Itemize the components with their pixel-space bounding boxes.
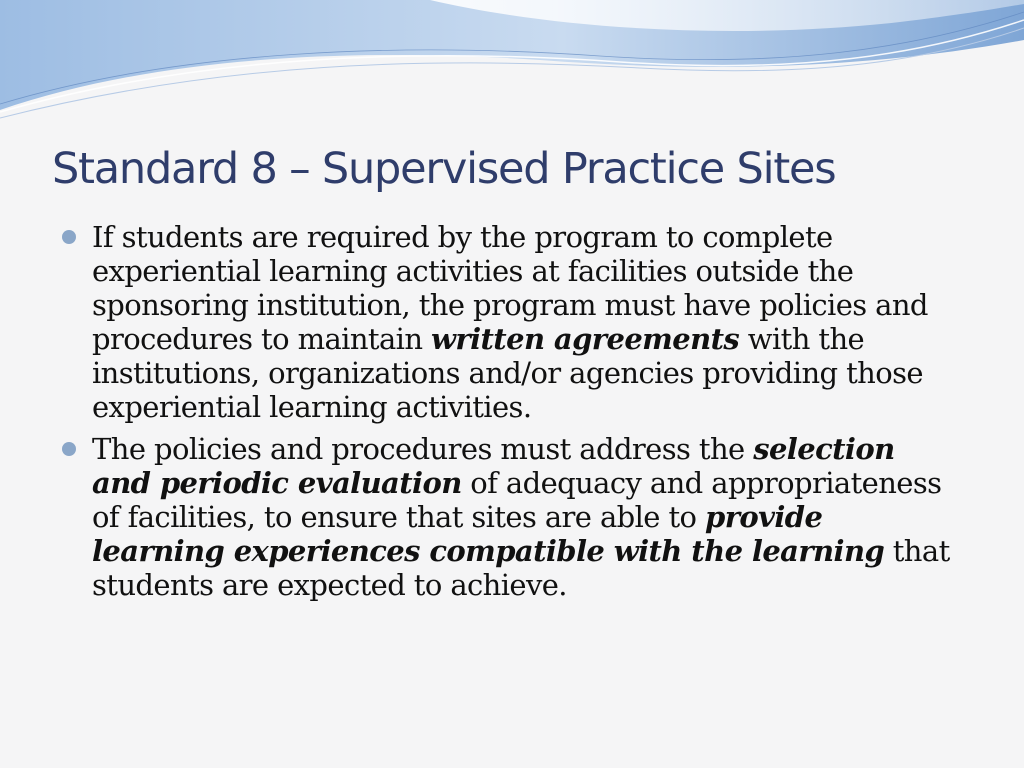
- bullet-item: [62, 220, 962, 424]
- emphasis: provide learning experiences compatible with the learning: [92, 500, 885, 568]
- bullet-text: If students are required by the program to complete experiential learning activities at facilities outside the sponsoring institution, the program must have policies and procedures to maintain written agreements with the institutions, organizations and/or agencies providing those experiential learning activities.: [92, 220, 928, 424]
- bullet-item: [62, 432, 962, 602]
- bullet-text: The policies and procedures must address the selection and periodic evaluation of adequacy and appropriateness of facilities, to ensure that sites are able to provide learning experiences compatible with the learning that students are expected to achieve.: [92, 432, 950, 602]
- slide-title: Standard 8 – Supervised Practice Sites: [52, 144, 836, 194]
- bullet-dot-icon: [62, 230, 76, 244]
- emphasis: selection and periodic evaluation: [92, 432, 895, 500]
- decorative-wave-header: [0, 0, 1024, 130]
- bullet-dot-icon: [62, 442, 76, 456]
- emphasis: written agreements: [431, 322, 740, 356]
- bullet-list: [62, 220, 962, 610]
